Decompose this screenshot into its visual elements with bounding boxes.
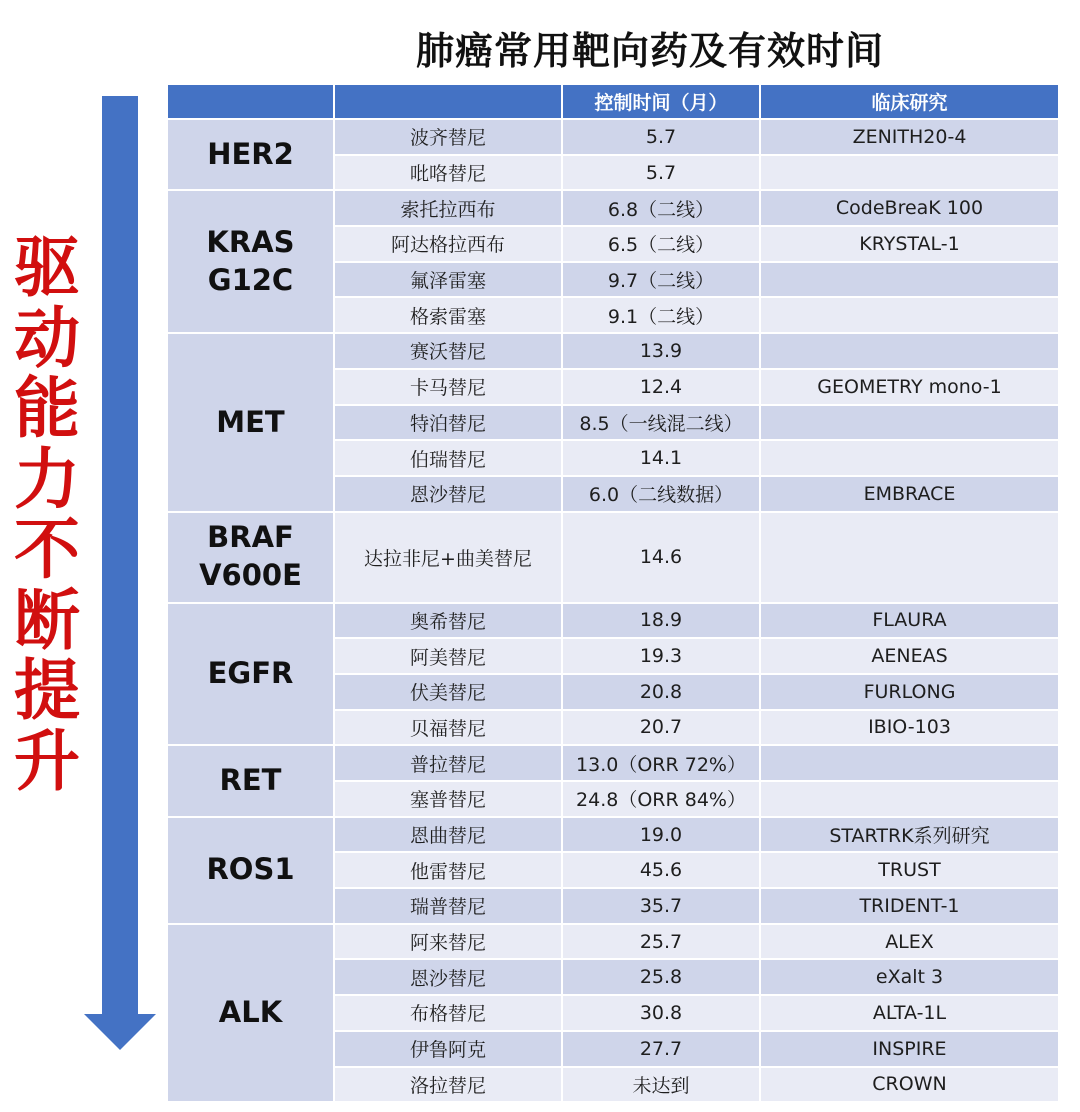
drug-name-cell: 赛沃替尼 xyxy=(334,333,562,369)
clinical-study-cell: ALEX xyxy=(760,924,1059,960)
drug-name-cell: 特泊替尼 xyxy=(334,405,562,441)
drug-name-cell: 塞普替尼 xyxy=(334,781,562,817)
control-time-cell: 5.7 xyxy=(562,119,760,155)
drug-name-cell: 阿来替尼 xyxy=(334,924,562,960)
control-time-cell: 20.7 xyxy=(562,710,760,746)
control-time-cell: 30.8 xyxy=(562,995,760,1031)
clinical-study-cell: AENEAS xyxy=(760,638,1059,674)
drug-name-cell: 伏美替尼 xyxy=(334,674,562,710)
clinical-study-cell xyxy=(760,297,1059,333)
drug-name-cell: 洛拉替尼 xyxy=(334,1067,562,1103)
table-row xyxy=(167,333,1059,369)
side-label xyxy=(4,229,90,800)
target-cell: MET xyxy=(167,333,334,511)
clinical-study-cell: ALTA-1L xyxy=(760,995,1059,1031)
down-arrow-icon xyxy=(82,96,158,1052)
clinical-study-cell: CROWN xyxy=(760,1067,1059,1103)
side-label-char: 力 xyxy=(14,440,80,518)
clinical-study-cell: ZENITH20-4 xyxy=(760,119,1059,155)
table-row xyxy=(167,745,1059,781)
header-drug xyxy=(334,84,562,119)
target-cell: BRAF V600E xyxy=(167,512,334,603)
drug-table xyxy=(166,83,1060,1103)
clinical-study-cell xyxy=(760,155,1059,191)
clinical-study-cell xyxy=(760,440,1059,476)
page-title: 肺癌常用靶向药及有效时间 xyxy=(415,28,884,73)
arrow-head xyxy=(84,1014,156,1050)
control-time-cell: 13.0（ORR 72%） xyxy=(562,745,760,781)
control-time-cell: 6.0（二线数据） xyxy=(562,476,760,512)
side-label-char: 能 xyxy=(14,370,80,448)
control-time-cell: 19.0 xyxy=(562,817,760,853)
side-label-char: 驱 xyxy=(14,229,80,306)
control-time-cell: 25.7 xyxy=(562,924,760,960)
drug-name-cell: 恩沙替尼 xyxy=(334,476,562,512)
table-row xyxy=(167,603,1059,639)
drug-name-cell: 氟泽雷塞 xyxy=(334,262,562,298)
control-time-cell: 9.1（二线） xyxy=(562,297,760,333)
header-control-time: 控制时间（月） xyxy=(562,84,760,119)
table-row xyxy=(167,512,1059,603)
clinical-study-cell xyxy=(760,405,1059,441)
clinical-study-cell: STARTRK系列研究 xyxy=(760,817,1059,853)
drug-name-cell: 他雷替尼 xyxy=(334,852,562,888)
drug-name-cell: 伊鲁阿克 xyxy=(334,1031,562,1067)
target-cell: EGFR xyxy=(167,603,334,746)
table-row xyxy=(167,119,1059,155)
clinical-study-cell xyxy=(760,512,1059,603)
clinical-study-cell: TRIDENT-1 xyxy=(760,888,1059,924)
clinical-study-cell xyxy=(760,333,1059,369)
clinical-study-cell: FLAURA xyxy=(760,603,1059,639)
clinical-study-cell xyxy=(760,262,1059,298)
target-cell: HER2 xyxy=(167,119,334,190)
header-target xyxy=(167,84,334,119)
drug-name-cell: 格索雷塞 xyxy=(334,297,562,333)
table-header-row xyxy=(167,84,1059,119)
drug-name-cell: 恩曲替尼 xyxy=(334,817,562,853)
side-label-char: 升 xyxy=(14,722,80,800)
drug-name-cell: 阿美替尼 xyxy=(334,638,562,674)
clinical-study-cell: EMBRACE xyxy=(760,476,1059,512)
clinical-study-cell: CodeBreaK 100 xyxy=(760,190,1059,226)
side-label-char: 不 xyxy=(14,511,80,589)
target-cell: ROS1 xyxy=(167,817,334,924)
control-time-cell: 14.6 xyxy=(562,512,760,603)
drug-name-cell: 布格替尼 xyxy=(334,995,562,1031)
clinical-study-cell: FURLONG xyxy=(760,674,1059,710)
control-time-cell: 未达到 xyxy=(562,1067,760,1103)
table-row xyxy=(167,817,1059,853)
control-time-cell: 8.5（一线混二线） xyxy=(562,405,760,441)
drug-name-cell: 普拉替尼 xyxy=(334,745,562,781)
header-clinical-study: 临床研究 xyxy=(760,84,1059,119)
clinical-study-cell: GEOMETRY mono-1 xyxy=(760,369,1059,405)
arrow-shaft xyxy=(102,96,138,1016)
drug-name-cell: 伯瑞替尼 xyxy=(334,440,562,476)
control-time-cell: 35.7 xyxy=(562,888,760,924)
drug-name-cell: 卡马替尼 xyxy=(334,369,562,405)
control-time-cell: 5.7 xyxy=(562,155,760,191)
control-time-cell: 27.7 xyxy=(562,1031,760,1067)
drug-name-cell: 达拉非尼+曲美替尼 xyxy=(334,512,562,603)
clinical-study-cell: INSPIRE xyxy=(760,1031,1059,1067)
control-time-cell: 9.7（二线） xyxy=(562,262,760,298)
drug-name-cell: 贝福替尼 xyxy=(334,710,562,746)
control-time-cell: 24.8（ORR 84%） xyxy=(562,781,760,817)
control-time-cell: 25.8 xyxy=(562,959,760,995)
clinical-study-cell: IBIO-103 xyxy=(760,710,1059,746)
side-label-char: 提 xyxy=(14,652,80,730)
clinical-study-cell: TRUST xyxy=(760,852,1059,888)
clinical-study-cell: KRYSTAL-1 xyxy=(760,226,1059,262)
target-cell: ALK xyxy=(167,924,334,1102)
drug-name-cell: 奥希替尼 xyxy=(334,603,562,639)
control-time-cell: 12.4 xyxy=(562,369,760,405)
target-cell: RET xyxy=(167,745,334,816)
target-cell: KRAS G12C xyxy=(167,190,334,333)
control-time-cell: 19.3 xyxy=(562,638,760,674)
clinical-study-cell xyxy=(760,745,1059,781)
table-row xyxy=(167,190,1059,226)
drug-name-cell: 吡咯替尼 xyxy=(334,155,562,191)
drug-name-cell: 阿达格拉西布 xyxy=(334,226,562,262)
drug-name-cell: 瑞普替尼 xyxy=(334,888,562,924)
drug-name-cell: 恩沙替尼 xyxy=(334,959,562,995)
control-time-cell: 6.8（二线） xyxy=(562,190,760,226)
drug-name-cell: 波齐替尼 xyxy=(334,119,562,155)
side-label-char: 断 xyxy=(14,581,80,659)
control-time-cell: 18.9 xyxy=(562,603,760,639)
control-time-cell: 6.5（二线） xyxy=(562,226,760,262)
clinical-study-cell xyxy=(760,781,1059,817)
control-time-cell: 45.6 xyxy=(562,852,760,888)
table-row xyxy=(167,924,1059,960)
drug-name-cell: 索托拉西布 xyxy=(334,190,562,226)
side-label-char: 动 xyxy=(14,299,80,377)
clinical-study-cell: eXalt 3 xyxy=(760,959,1059,995)
control-time-cell: 14.1 xyxy=(562,440,760,476)
control-time-cell: 13.9 xyxy=(562,333,760,369)
control-time-cell: 20.8 xyxy=(562,674,760,710)
